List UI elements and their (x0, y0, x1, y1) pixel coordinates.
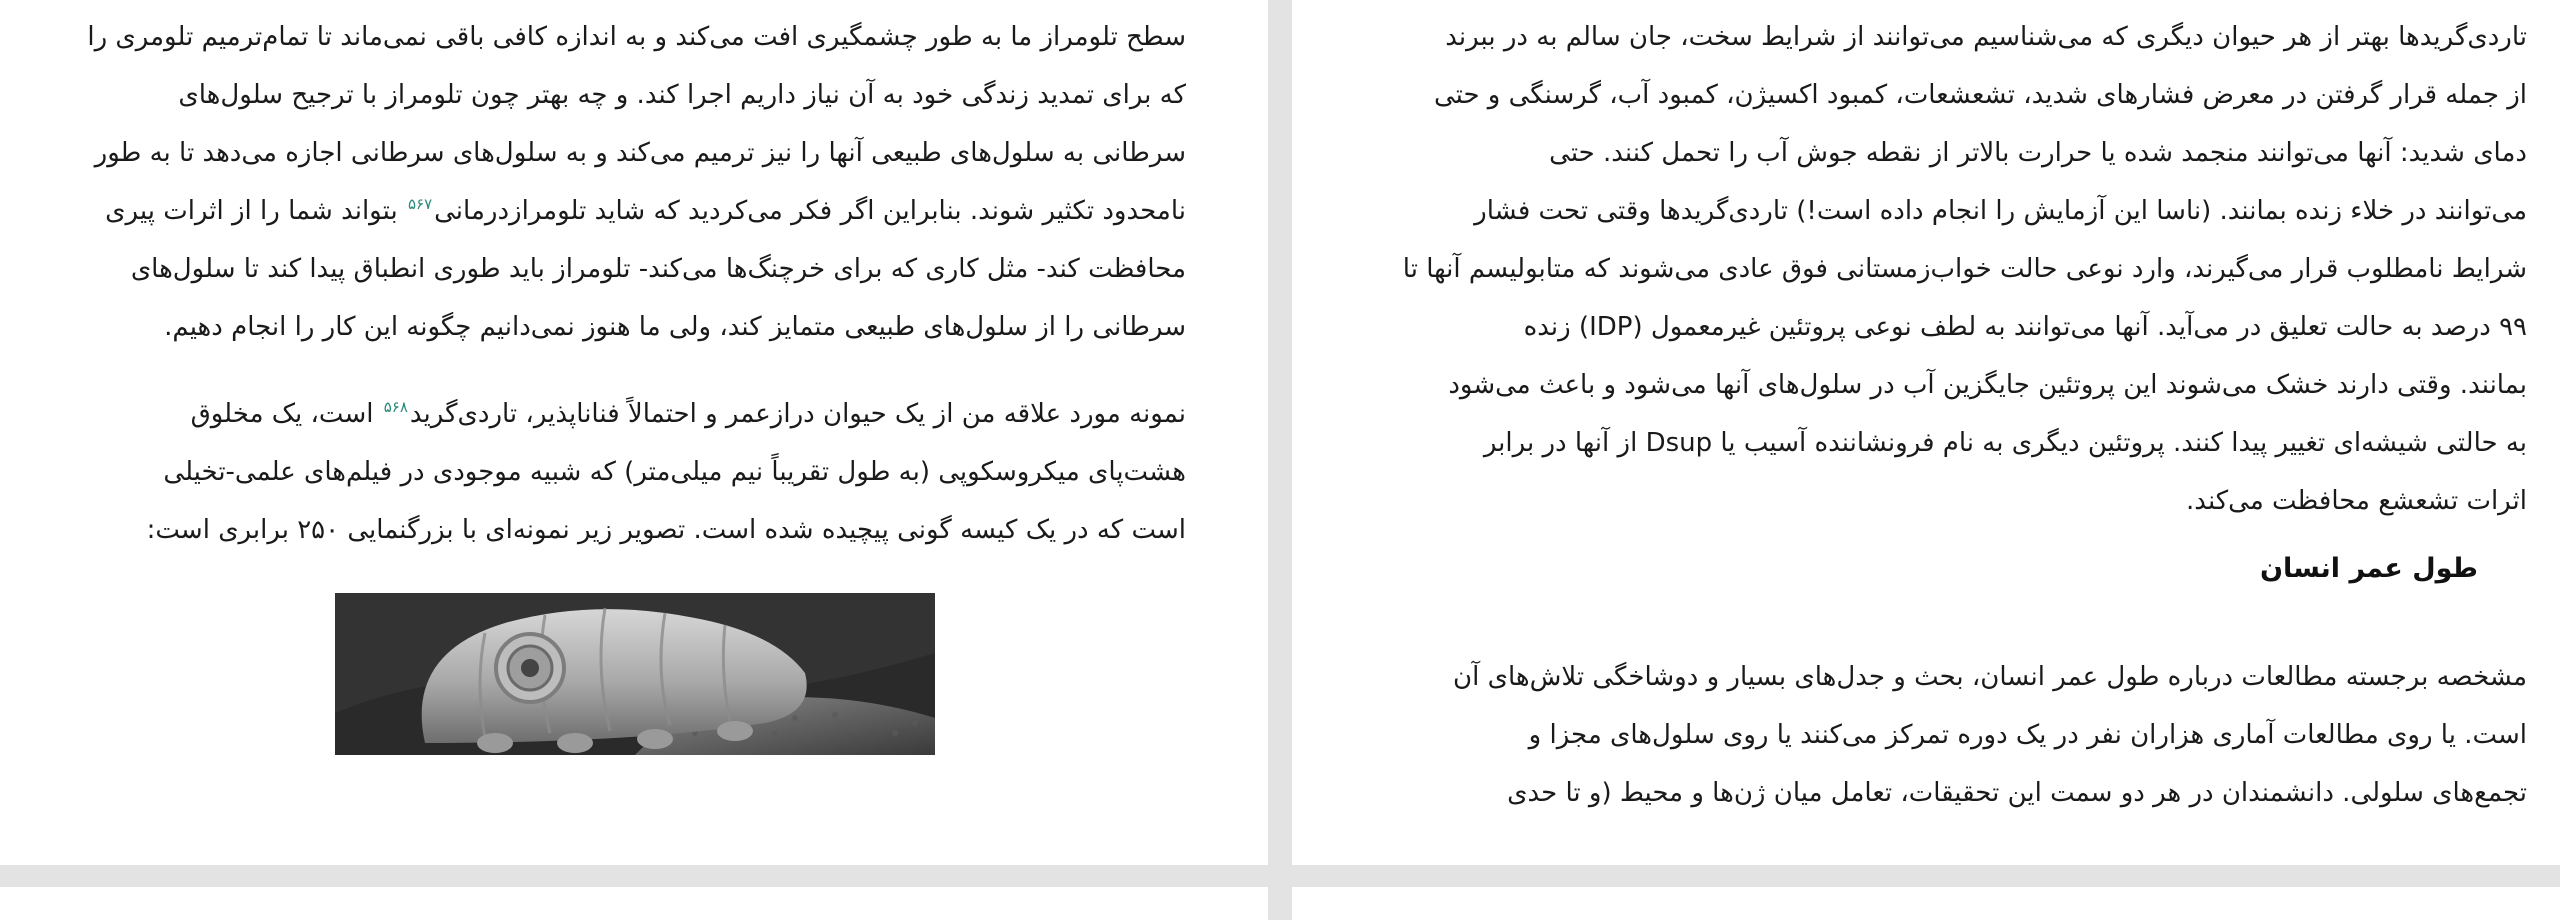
text-line: ۹۹ درصد به حالت تعلیق در می‌آید. آنها می‌توانند به لطف نوعی پروتئین غیرمعمول (IDP) زنده (1523, 312, 2527, 342)
next-right-page (1292, 887, 2560, 920)
tardigrade-illustration (335, 593, 935, 755)
tardigrade-photo-icon (335, 593, 935, 755)
section-heading: طول عمر انسان (2260, 553, 2478, 584)
text-line: اثرات تشعشع محافظت می‌کند. (2186, 486, 2527, 516)
text-line: تجمع‌های سلولی. دانشمندان در هر دو سمت این تحقیقات، تعامل میان ژن‌ها و محیط (و تا حدی (1507, 778, 2527, 808)
text-line: به حالتی شیشه‌ای تغییر پیدا کنند. پروتئین دیگری به نام فرونشاننده آسیب یا Dsup از آنها در برابر (1483, 428, 2527, 458)
text-line: است. یا روی مطالعات آماری هزاران نفر در یک دوره تمرکز می‌کنند یا روی سلول‌های مجزا و (1528, 720, 2527, 750)
text-line: از جمله قرار گرفتن در معرض فشارهای شدید، تشعشعات، کمبود اکسیژن، کمبود آب، گرسنگی و حتی (1433, 80, 2527, 110)
text-line (86, 182, 1186, 240)
footnote-link-568[interactable]: ۵۶۸ (383, 398, 408, 417)
text-line: مشخصه برجسته مطالعات درباره طول عمر انسان، بحث و جدل‌های بسیار و دوشاخگی تلاش‌های آن (1453, 662, 2527, 692)
left-paragraph-1 (86, 8, 1186, 356)
right-paragraph-2 (1334, 648, 2527, 822)
text-line: که برای تمدید زندگی خود به آن نیاز داریم اجرا کند. و چه بهتر چون تلومراز با ترجیح سلول‌های (178, 80, 1186, 110)
footnote-link-567[interactable]: ۵۶۷ (407, 195, 433, 214)
text-segment: نامحدود تکثیر شوند. بنابراین اگر فکر می‌کردید که شاید تلومرازدرمانی (434, 196, 1186, 226)
text-segment: بتواند شما را از اثرات پیری (105, 196, 398, 226)
right-page (1292, 0, 2560, 865)
text-line: سرطانی به سلول‌های طبیعی آنها را نیز ترمیم می‌کند و به سلول‌های سرطانی اجازه می‌دهد تا به طور (94, 138, 1186, 168)
left-paragraph-2 (86, 385, 1186, 559)
text-segment: نمونه مورد علاقه من از یک حیوان درازعمر و احتمالاً فناناپذیر، تاردی‌گرید (409, 399, 1186, 429)
text-line: سطح تلومراز ما به طور چشمگیری افت می‌کند و به اندازه کافی باقی نمی‌ماند تا تمام‌ترمیم تلومری را (87, 22, 1186, 52)
text-segment: است، یک مخلوق (190, 399, 374, 429)
text-line: سرطانی را از سلول‌های طبیعی متمایز کند، ولی ما هنوز نمی‌دانیم چگونه این کار را انجام دهیم. (164, 312, 1186, 342)
next-left-page (0, 887, 1268, 920)
text-line: هشت‌پای میکروسکوپی (به طول تقریباً نیم میلی‌متر) که شبیه موجودی در فیلم‌های علمی-تخیلی (163, 457, 1186, 487)
text-line: بمانند. وقتی دارند خشک می‌شوند این پروتئین جایگزین آب در سلول‌های آنها می‌شود و باعث می‌شود (1448, 370, 2527, 400)
text-line: می‌توانند در خلاء زنده بمانند. (ناسا این آزمایش را انجام داده است!) تاردی‌گریدها وقتی تحت فشار (1474, 196, 2527, 226)
text-line: تاردی‌گریدها بهتر از هر حیوان دیگری که می‌شناسیم می‌توانند از شرایط سخت، جان سالم به در ببرند (1445, 22, 2527, 52)
right-paragraph-1 (1334, 8, 2527, 530)
left-page (0, 0, 1268, 865)
text-line: دمای شدید: آنها می‌توانند منجمد شده یا حرارت بالاتر از نقطه جوش آب را تحمل کنند. حتی (1549, 138, 2527, 168)
text-line (86, 385, 1186, 443)
text-line: شرایط نامطلوب قرار می‌گیرند، وارد نوعی حالت خواب‌زمستانی فوق عادی می‌شوند که متابولیسم آنها تا (1402, 254, 2527, 284)
text-line: محافظت کند- مثل کاری که برای خرچنگ‌ها می‌کند- تلومراز باید طوری انطباق پیدا کند تا سلول‌های (130, 254, 1186, 284)
text-line: است که در یک کیسه گونی پیچیده شده است. تصویر زیر نمونه‌ای با بزرگنمایی ۲۵۰ برابری است: (146, 515, 1186, 545)
